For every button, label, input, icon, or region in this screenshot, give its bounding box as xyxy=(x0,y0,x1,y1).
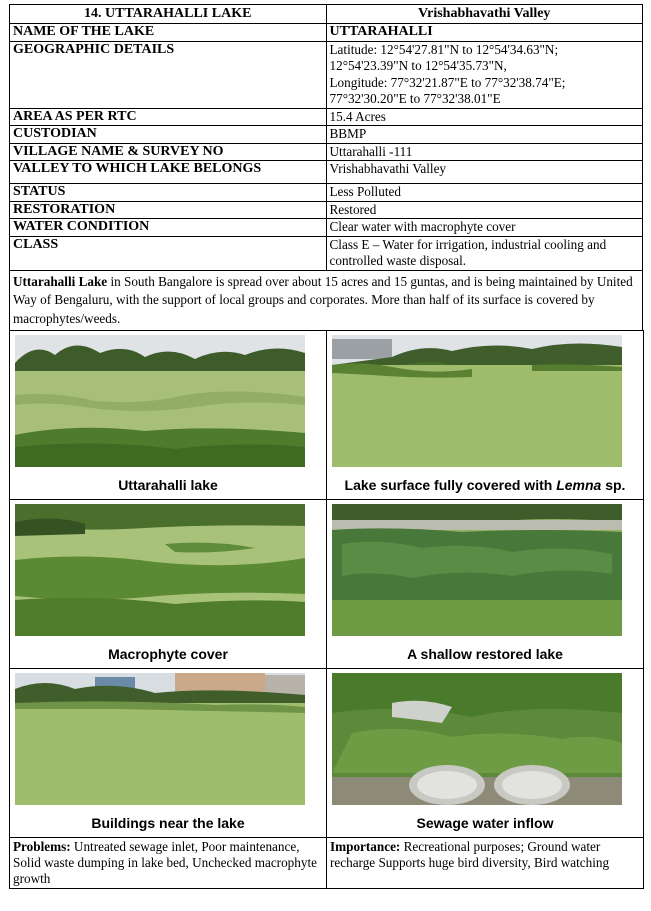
detail-label: CUSTODIAN xyxy=(10,126,327,144)
detail-row-name xyxy=(10,24,643,42)
caption-text: sp. xyxy=(601,477,626,493)
detail-row-village xyxy=(10,143,643,161)
description-row xyxy=(10,270,643,331)
detail-value-class: Class E – Water for irrigation, industrial cooling and controlled waste disposal. xyxy=(326,236,643,270)
photo-cell xyxy=(10,669,327,838)
detail-row-restoration xyxy=(10,201,643,219)
detail-label: VILLAGE NAME & SURVEY NO xyxy=(10,143,327,161)
detail-label: STATUS xyxy=(10,184,327,202)
detail-value-restoration: Restored xyxy=(326,201,643,219)
detail-value-water: Clear water with macrophyte cover xyxy=(326,219,643,237)
detail-row-area xyxy=(10,108,643,126)
detail-value-lake-name: UTTARAHALLI xyxy=(326,24,643,42)
footer-row xyxy=(10,838,644,889)
photo-cell xyxy=(327,331,644,500)
detail-value-status: Less Polluted xyxy=(326,184,643,202)
detail-value-village: Uttarahalli -111 xyxy=(326,143,643,161)
description-text: in South Bangalore is spread over about 15 acres and 15 guntas, and is being maintained by United Way of Bengaluru, with the support of local groups and corporates. More than half of its surface is covered by macrophytes/weeds. xyxy=(13,273,633,326)
detail-label: CLASS xyxy=(10,236,327,270)
detail-row-valley xyxy=(10,161,643,184)
detail-label: WATER CONDITION xyxy=(10,219,327,237)
geo-line: 77°32'30.20"E to 77°32'38.01"E xyxy=(329,91,501,106)
detail-row-status xyxy=(10,184,643,202)
photo-row xyxy=(10,500,644,669)
valley-title: Vrishabhavathi Valley xyxy=(326,5,643,24)
detail-row-geographic xyxy=(10,41,643,108)
photo-caption: A shallow restored lake xyxy=(407,646,563,662)
importance-label: Importance: xyxy=(330,839,401,854)
geo-line: Latitude: 12°54'27.81"N to 12°54'34.63"N; xyxy=(329,41,559,57)
detail-label: AREA AS PER RTC xyxy=(10,108,327,126)
detail-label: VALLEY TO WHICH LAKE BELONGS xyxy=(10,161,327,184)
photo-sewage-water-inflow xyxy=(332,673,622,805)
photo-shallow-restored-lake xyxy=(332,504,622,636)
photo-uttarahalli-lake xyxy=(15,335,305,467)
caption-text: Lake surface fully covered with xyxy=(344,477,557,493)
detail-value-geographic xyxy=(326,41,643,108)
photo-lake-surface-lemna xyxy=(332,335,622,467)
photo-row xyxy=(10,331,644,500)
photo-row xyxy=(10,669,644,838)
problems-importance-table xyxy=(9,837,644,889)
problems-label: Problems: xyxy=(13,839,71,854)
detail-row-water xyxy=(10,219,643,237)
photo-buildings-near-lake xyxy=(15,673,305,805)
detail-value-area: 15.4 Acres xyxy=(326,108,643,126)
photo-grid xyxy=(9,330,644,838)
photo-caption: Buildings near the lake xyxy=(91,815,245,831)
geo-line: 12°54'23.39"N to 12°54'35.73"N, xyxy=(329,58,507,73)
header-row xyxy=(10,5,643,24)
caption-species: Lemna xyxy=(556,477,602,493)
photo-caption: Macrophyte cover xyxy=(108,646,228,662)
problems-text: Untreated sewage inlet, Poor maintenance, Solid waste dumping in lake bed, Unchecked macrophyte growth xyxy=(13,839,317,886)
lake-description xyxy=(10,270,643,331)
detail-value-valley: Vrishabhavathi Valley xyxy=(326,161,643,184)
detail-row-class xyxy=(10,236,643,270)
detail-label: RESTORATION xyxy=(10,201,327,219)
problems-cell xyxy=(10,838,327,889)
description-lead: Uttarahalli Lake xyxy=(13,273,108,289)
detail-row-custodian xyxy=(10,126,643,144)
lake-title: 14. UTTARAHALLI LAKE xyxy=(10,5,327,24)
detail-value-custodian: BBMP xyxy=(326,126,643,144)
lake-datasheet xyxy=(9,4,643,889)
photo-cell xyxy=(10,500,327,669)
photo-cell xyxy=(10,331,327,500)
photo-caption xyxy=(327,477,643,493)
photo-cell xyxy=(327,669,644,838)
detail-label: NAME OF THE LAKE xyxy=(10,24,327,42)
photo-macrophyte-cover xyxy=(15,504,305,636)
photo-caption: Sewage water inflow xyxy=(416,815,554,831)
geo-line: Longitude: 77°32'21.87"E to 77°32'38.74"E; xyxy=(329,74,566,90)
photo-caption: Uttarahalli lake xyxy=(118,477,218,493)
photo-cell xyxy=(327,500,644,669)
lake-details-table xyxy=(9,4,643,331)
importance-cell xyxy=(327,838,644,889)
detail-label: GEOGRAPHIC DETAILS xyxy=(10,41,327,108)
importance-text: Recreational purposes; Ground water recharge Supports huge bird diversity, Bird watching xyxy=(330,839,610,870)
